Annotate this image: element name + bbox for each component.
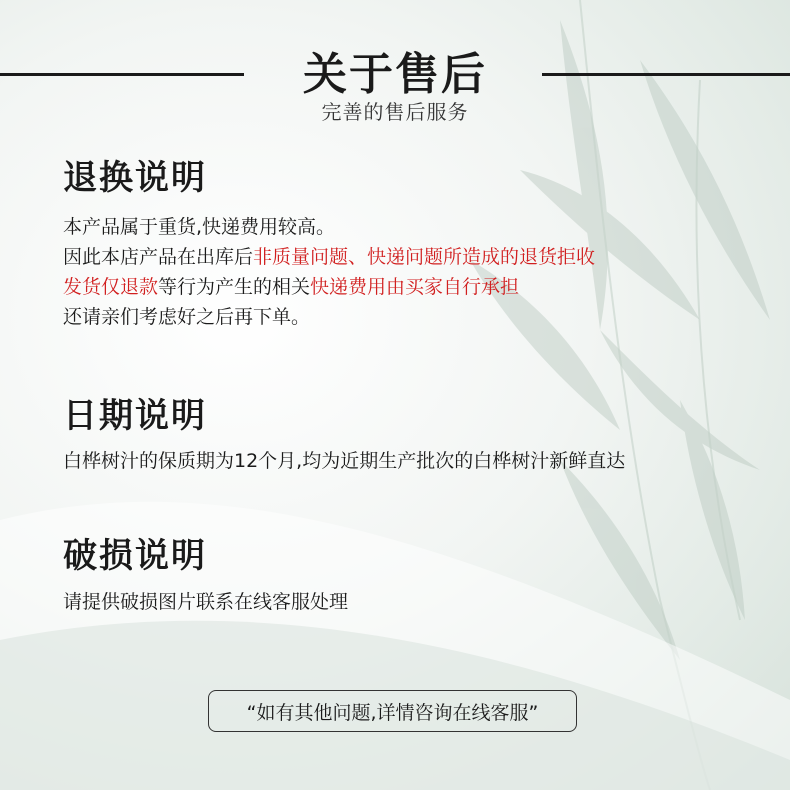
contact-note [208, 690, 577, 732]
date-heading: 日期说明 [63, 396, 207, 436]
returns-line-3-highlight-b: 快递费用由买家自行承担 [310, 276, 520, 298]
returns-line-3 [63, 272, 595, 302]
returns-line-2 [63, 242, 595, 272]
page-title: 关于售后 [303, 49, 487, 100]
returns-line-2-highlight: 非质量问题、快递问题所造成的退货拒收 [253, 246, 596, 268]
page-subtitle: 完善的售后服务 [321, 100, 469, 124]
returns-line-2-plain: 因此本店产品在出库后 [63, 246, 254, 268]
returns-heading: 退换说明 [63, 158, 207, 198]
returns-line-4: 还请亲们考虑好之后再下单。 [63, 306, 311, 328]
returns-line-3-highlight-a: 发货仅退款 [63, 276, 159, 298]
returns-text [63, 212, 595, 332]
contact-note-text: “如有其他问题,详情咨询在线客服” [246, 701, 539, 724]
returns-line-3-plain: 等行为产生的相关 [158, 276, 311, 298]
returns-line-1: 本产品属于重货,快递费用较高。 [63, 216, 336, 238]
damage-heading: 破损说明 [63, 536, 207, 576]
damage-text: 请提供破损图片联系在线客服处理 [63, 591, 349, 613]
date-text: 白桦树汁的保质期为12个月,均为近期生产批次的白桦树汁新鲜直达 [63, 450, 626, 472]
